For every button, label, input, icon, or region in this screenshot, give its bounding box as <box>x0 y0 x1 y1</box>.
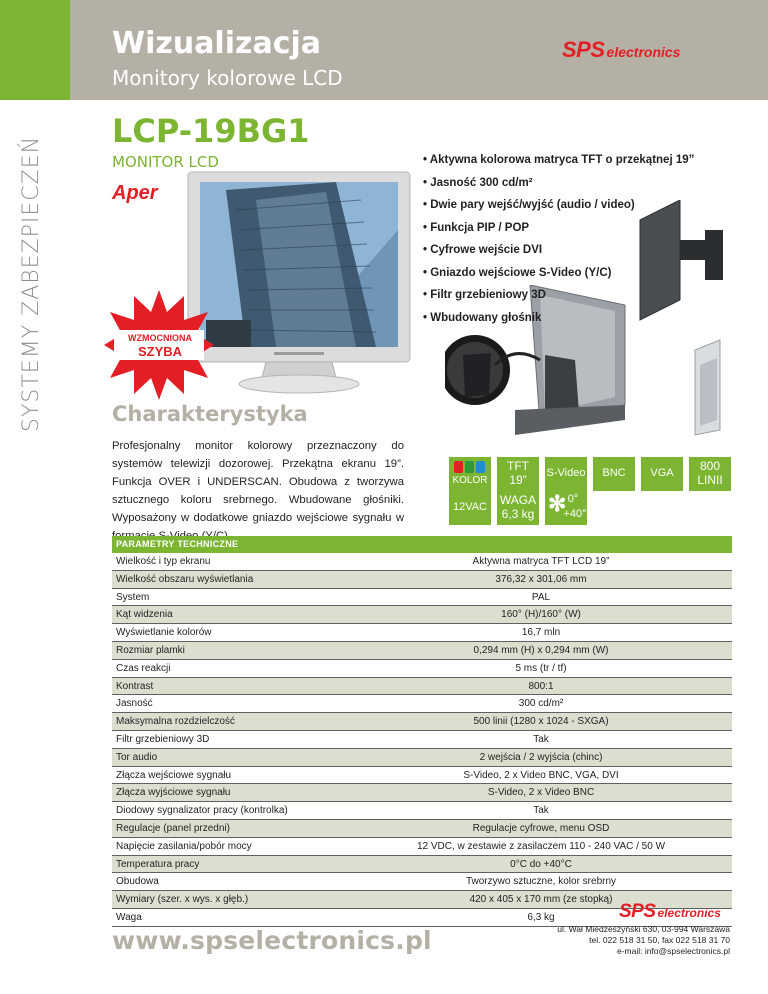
table-row <box>112 571 732 589</box>
table-row <box>112 820 732 838</box>
sidebar-accent <box>0 0 70 100</box>
table-row <box>112 838 732 856</box>
table-row <box>112 802 732 820</box>
list-item: • Gniazdo wejściowe S-Video (Y/C) <box>423 263 694 286</box>
param-value: 300 cd/m² <box>518 698 564 710</box>
feature-list <box>423 150 694 330</box>
monitor-front-image <box>186 170 416 400</box>
table-row <box>112 660 732 678</box>
param-value: Tak <box>533 805 549 817</box>
param-name: Temperatura pracy <box>116 858 200 870</box>
table-row <box>112 606 732 624</box>
param-value: 160° (H)/160° (W) <box>501 609 581 621</box>
param-value: Aktywna matryca TFT LCD 19” <box>472 556 610 567</box>
param-value: 0,294 mm (H) x 0,294 mm (W) <box>473 644 609 656</box>
tile-label: KOLOR <box>452 475 488 486</box>
snowflake-icon: ✻ <box>548 491 567 516</box>
tile-label: BNC <box>602 467 626 479</box>
badge-label-bottom: SZYBA <box>137 344 183 359</box>
tile-label: VGA <box>650 467 674 479</box>
lines-icon <box>689 457 731 491</box>
tile-label: 0° <box>567 493 579 505</box>
tile-label: 800 <box>699 459 721 473</box>
param-name: Wielkość obszaru wyświetlania <box>116 573 254 585</box>
table-row <box>112 713 732 731</box>
address-line: ul. Wał Miedzeszyński 630, 03-994 Warszawa <box>557 924 730 934</box>
table-row <box>112 642 732 660</box>
badge-label-top: WZMOCNIONA <box>128 333 192 343</box>
param-value: 0°C do +40°C <box>510 858 572 870</box>
param-name: Jasność <box>116 698 153 710</box>
page-subtitle: Monitory kolorowe LCD <box>112 66 343 90</box>
param-name: System <box>116 591 150 603</box>
param-name: Złącza wejściowe sygnału <box>116 769 232 781</box>
table-row <box>112 624 732 642</box>
green-square-icon <box>465 461 474 473</box>
param-value: 12 VDC, w zestawie z zasilaczem 110 - 240 VAC / 50 W <box>416 840 666 852</box>
tft-icon <box>497 457 539 491</box>
website-url[interactable]: www.spselectronics.pl <box>112 926 432 955</box>
table-row <box>112 767 732 785</box>
list-item: • Wbudowany głośnik <box>423 308 694 331</box>
param-name: Złącza wyjściowe sygnału <box>116 787 231 799</box>
list-item: • Funkcja PIP / POP <box>423 218 694 241</box>
table-row <box>112 784 732 802</box>
list-item: • Dwie pary wejść/wyjść (audio / video) <box>423 195 694 218</box>
sidebar-vertical-title: SYSTEMY ZABEZPIECZEŃ <box>19 135 44 432</box>
list-item: • Cyfrowe wejście DVI <box>423 240 694 263</box>
param-value: 800:1 <box>528 680 554 692</box>
table-row <box>112 553 732 571</box>
sps-logo-mark: SPS <box>562 37 605 62</box>
param-name: Obudowa <box>116 876 159 888</box>
param-name: Maksymalna rozdzielczość <box>116 716 235 728</box>
tile-label: TFT <box>507 459 529 473</box>
param-name: Waga <box>116 911 142 923</box>
param-value: 5 ms (tr / tf) <box>515 662 567 674</box>
tile-label: 6,3 kg <box>501 507 535 521</box>
weight-icon <box>497 491 539 525</box>
sps-logo-word: electronics <box>657 906 721 920</box>
tile-label: WAGA <box>499 493 537 507</box>
param-value: 500 linii (1280 x 1024 - SXGA) <box>473 716 609 728</box>
bnc-icon <box>593 457 635 491</box>
table-row <box>112 695 732 713</box>
table-header: PARAMETRY TECHNICZNE <box>112 536 732 553</box>
section-description: Profesjonalny monitor kolorowy przeznaczony do systemów telewizji dozorowej. Przekątna ekranu 19”. Funkcja OVER i UNDERSCAN. Obudowa z tworzywa sztucznego koloru srebrnego. Wbudowane głośniki. Wyposażony w dodatkowe gniazdo wejściowe sygnału w <box>112 440 404 524</box>
power-icon <box>449 491 491 525</box>
tile-label: S-Video <box>546 467 586 479</box>
param-value: Tworzywo sztuczne, kolor srebrny <box>465 876 617 888</box>
param-value: Tak <box>533 733 549 745</box>
red-square-icon <box>454 461 463 473</box>
product-type: MONITOR LCD <box>112 153 219 171</box>
param-name: Tor audio <box>116 751 158 763</box>
param-name: Filtr grzebieniowy 3D <box>116 733 210 745</box>
param-name: Kąt widzenia <box>116 609 173 621</box>
param-name: Wielkość i typ ekranu <box>116 556 211 567</box>
param-value: S-Video, 2 x Video BNC, VGA, DVI <box>463 769 619 781</box>
param-name: Napięcie zasilania/pobór mocy <box>116 840 252 852</box>
param-value: 376,32 x 301,06 mm <box>495 573 587 585</box>
section-title: Charakterystyka <box>112 402 308 426</box>
param-value: 6,3 kg <box>527 911 555 923</box>
param-name: Czas reakcji <box>116 662 171 674</box>
color-icon <box>449 457 491 491</box>
tile-label: 19” <box>509 473 527 487</box>
sps-logo-mark: SPS <box>619 901 656 922</box>
param-value: Regulacje cyfrowe, menu OSD <box>472 822 610 834</box>
param-name: Regulacje (panel przedni) <box>116 822 230 834</box>
list-item: • Aktywna kolorowa matryca TFT o przekątnej 19” <box>423 150 694 173</box>
tile-label: LINII <box>697 473 723 487</box>
param-name: Diodowy sygnalizator pracy (kontrolka) <box>116 805 288 817</box>
tile-label: +40° <box>563 508 587 520</box>
vga-icon <box>641 457 683 491</box>
header-band <box>70 0 768 100</box>
tile-label: 12VAC <box>452 501 488 513</box>
param-value: PAL <box>531 591 551 603</box>
table-row <box>112 731 732 749</box>
table-row <box>112 589 732 607</box>
email-line[interactable]: e-mail: info@spselectronics.pl <box>616 946 730 956</box>
table-row <box>112 749 732 767</box>
aper-logo: Aper <box>112 182 158 204</box>
param-value: S-Video, 2 x Video BNC <box>487 787 595 799</box>
table-row <box>112 678 732 696</box>
list-item: • Jasność 300 cd/m² <box>423 173 694 196</box>
page-title: Wizualizacja <box>112 26 322 61</box>
param-name: Rozmiar plamki <box>116 644 185 656</box>
param-name: Wyświetlanie kolorów <box>116 627 212 639</box>
temperature-icon <box>545 491 587 525</box>
parameters-table <box>112 536 732 927</box>
sps-logo-footer <box>619 901 721 923</box>
param-name: Kontrast <box>116 680 154 692</box>
s-video-icon <box>545 457 587 491</box>
param-value: 420 x 405 x 170 mm (ze stopką) <box>469 894 613 906</box>
sps-logo <box>562 37 680 63</box>
phone-line: tel. 022 518 31 50, fax 022 518 31 70 <box>589 935 730 945</box>
blue-square-icon <box>476 461 485 473</box>
company-address <box>557 924 730 957</box>
param-name: Wymiary (szer. x wys. x głęb.) <box>116 894 249 906</box>
list-item: • Filtr grzebieniowy 3D <box>423 285 694 308</box>
param-value: 2 wejścia / 2 wyjścia (chinc) <box>479 751 603 763</box>
table-body <box>112 553 732 927</box>
table-row <box>112 873 732 891</box>
param-value: 16,7 mln <box>521 627 561 639</box>
sps-logo-word: electronics <box>606 44 681 60</box>
product-model: LCP-19BG1 <box>112 112 310 150</box>
table-row <box>112 856 732 874</box>
